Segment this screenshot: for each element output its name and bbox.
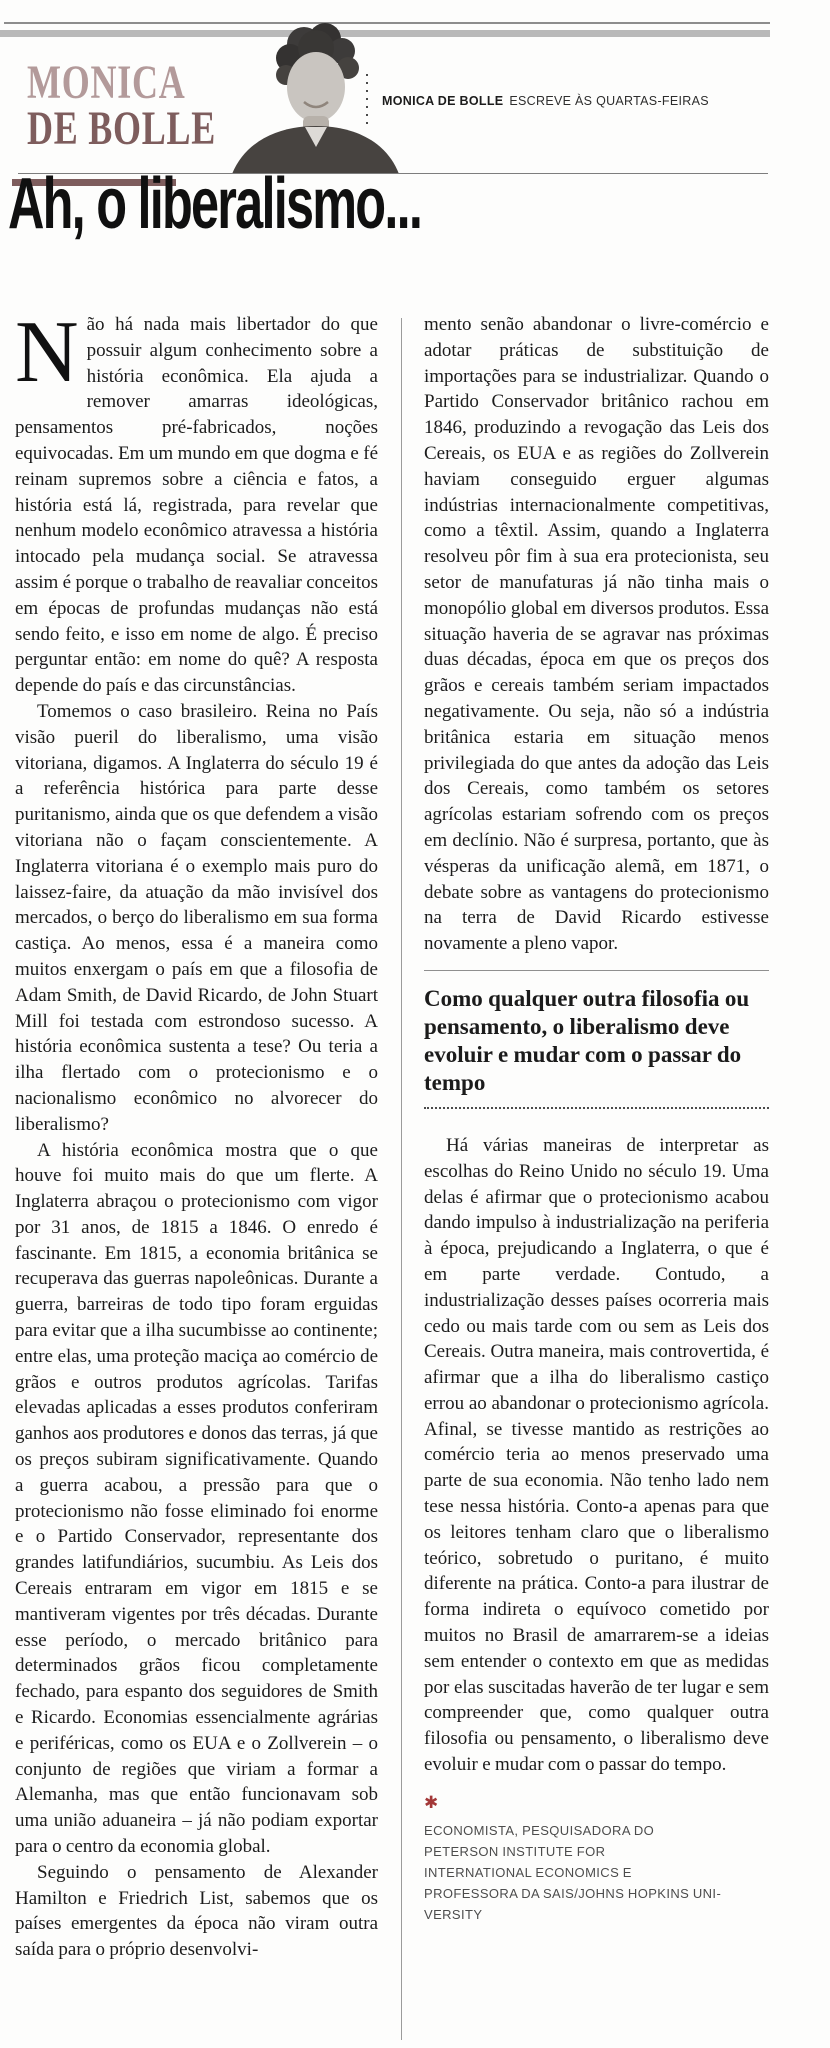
- byline-schedule: ESCREVE ÀS QUARTAS-FEIRAS: [509, 94, 709, 108]
- paragraph-6: Há várias maneiras de interpretar as escolhas do Reino Unido no século 19. Uma delas é afirmar que o protecionismo acabou dando impulso à industrialização na periferia à época, prejudicando a Inglaterra, o que é em parte verdade. Contudo, a industrialização desses países ocorreria mais cedo ou mais tarde com ou sem as Leis dos Cereais. Outra maneira, mais controvertida, é afirmar que a ilha do liberalismo castiço errou ao abandonar o protecionismo agrícola. Afinal, se tivesse mantido as restrições ao comércio teria ao menos preservado uma parte de sua economia. Não tenho lado nem tese nessa história. Conto-a apenas para que os leitores tenham claro que o liberalismo teórico, sobretudo o puritano, é muito diferente na prática. Conto-a para ilustrar de forma indireta o equívoco cometido por muitos no Brasil de amarrarem-se a ideias sem entender o contexto em que as medidas por elas suscitadas haverão de ter lugar e sem compreender que, como qualquer outra filosofia ou pensamento, o liberalismo deve evoluir e mudar com o passar do tempo.: [424, 1134, 769, 1776]
- wordmark-last-name: DE BOLLE: [27, 102, 217, 155]
- page-title: Ah, o liberalismo...: [8, 164, 422, 244]
- drop-cap: N: [15, 304, 79, 401]
- author-photo: [226, 14, 404, 174]
- pull-quote: Como qualquer outra filosofia ou pensamento, o liberalismo deve evoluir e mudar com o passar do tempo: [424, 985, 750, 1095]
- footnote-line: PETERSON INSTITUTE FOR: [424, 1843, 606, 1859]
- byline: [382, 94, 709, 108]
- column-divider-rule: [401, 318, 402, 2040]
- paragraph-1: [15, 304, 378, 699]
- paragraph-3: A história econômica mostra que o que houve foi muito mais do que um flerte. A Inglaterra abraçou o protecionismo com vigor por 31 anos, de 1815 a 1846. O enredo é fascinante. Em 1815, a economia britânica se recuperava das guerras napoleônicas. Durante a guerra, barreiras de todo tipo foram erguidas para evitar que a ilha sucumbisse ao continente; entre elas, uma proteção maciça ao comércio de grãos e outros produtos agrícolas. Tarifas elevadas aplicadas a esses produtos conferiram ganhos aos produtores e donos das terras, já que os preços subiram significativamente. Quando a guerra acabou, a pressão para que o protecionismo não fosse eliminado foi enorme e o Partido Conservador, representante dos grandes latifundiários, sucumbiu. As Leis dos Cereais entraram em vigor em 1815 e se mantiveram vigentes por três décadas. Durante esse período, o mercado britânico para determinados grãos ficou completamente fechado, para espanto dos seguidores de Smith e Ricardo. Economias essencialmente agrárias e periféricas, como os EUA e o Zollverein – o conjunto de regiões que viriam a formar a Alemanha, mas que então funcionavam sob uma união aduaneira – já não podiam exportar para o centro da economia global.: [15, 1139, 378, 1858]
- byline-dotted-divider: [366, 74, 368, 126]
- portrait-face: [287, 52, 345, 122]
- footnote-line: PROFESSORA DA SAIS/JOHNS HOPKINS UNI-: [424, 1885, 722, 1901]
- pullquote-top-rule: [424, 970, 769, 971]
- paragraph-2: Tomemos o caso brasileiro. Reina no País visão pueril do liberalismo, uma visão vitoriana, digamos. A Inglaterra do século 19 é a referência histórica para parte desse puritanismo, ainda que os que defendem a visão vitoriana não o façam conscientemente. A Inglaterra vitoriana é o exemplo mais puro do laissez-faire, da atuação da mão invisível dos mercados, o berço do liberalismo em sua forma castiça. Ao menos, essa é a maneira como muitos enxergam o país em que a filosofia de Adam Smith, de David Ricardo, de John Stuart Mill foi testada com estrondoso sucesso. A história econômica sustenta a tese? Ou teria a ilha flertado com o protecionismo e o nacionalismo econômico no alvorecer do liberalismo?: [15, 700, 378, 1135]
- paragraph-1-text: ão há nada mais libertador do que possuir algum conhecimento sobre a história econômica. Ela ajuda a remover amarras ideológicas, pensamentos pré-fabricados, noções equivocadas. Em um mundo em que dogma e fé reinam supremos sobre a ciência e fatos, a história está lá, registrada, para revelar que nenhum modelo econômico atravessa a história intocado pela mudança social. Se atravessa assim é porque o trabalho de reavaliar conceitos em épocas de profundas mudanças não está sendo feito, e isso em nome de algo. É preciso perguntar então: em nome do quê? A resposta depende do país e das circunstâncias.: [15, 314, 378, 697]
- footnote-line: ECONOMISTA, PESQUISADORA DO: [424, 1822, 655, 1838]
- footnote-asterisk-icon: ✱: [424, 1792, 439, 1813]
- footnote-line: INTERNATIONAL ECONOMICS E: [424, 1864, 632, 1880]
- byline-author-name: MONICA DE BOLLE: [382, 94, 504, 108]
- column-left: [15, 304, 378, 1963]
- column-right: [424, 312, 769, 1925]
- footnote: [424, 1820, 769, 1925]
- paragraph-5: mento senão abandonar o livre-comércio e adotar práticas de substituição de importações para se industrializar. Quando o Partido Conservador britânico rachou em 1846, produzindo a revogação das Leis dos Cereais, os EUA e as regiões do Zollverein haviam conseguido erguer algumas indústrias internacionalmente competitivas, como a têxtil. Assim, quando a Inglaterra resolveu pôr fim à sua era protecionista, seu setor de manufaturas já não tinha mais o monopólio global em diversos produtos. Essa situação haveria de se agravar nas próximas duas décadas, época em que os preços dos grãos e cereais também seriam impactados negativamente. Ou seja, não só a indústria britânica estaria em situação menos privilegiada do que antes da adoção das Leis dos Cereais, como também os setores agrícolas estariam sofrendo com os preços em declínio. Não é surpresa, portanto, que às vésperas da unificação alemã, em 1871, o debate sobre as vantagens do protecionismo na terra de David Ricardo estivesse novamente a pleno vapor.: [424, 314, 769, 955]
- wordmark-first-name: MONICA: [27, 56, 186, 109]
- pullquote-dotted-rule: [424, 1107, 769, 1109]
- columnist-wordmark: [27, 56, 217, 155]
- footnote-line: VERSITY: [424, 1906, 483, 1922]
- paragraph-4: Seguindo o pensamento de Alexander Hamilton e Friedrich List, sabemos que os países emergentes da época não viram outra saída para o próprio desenvolvi-: [15, 1861, 378, 1961]
